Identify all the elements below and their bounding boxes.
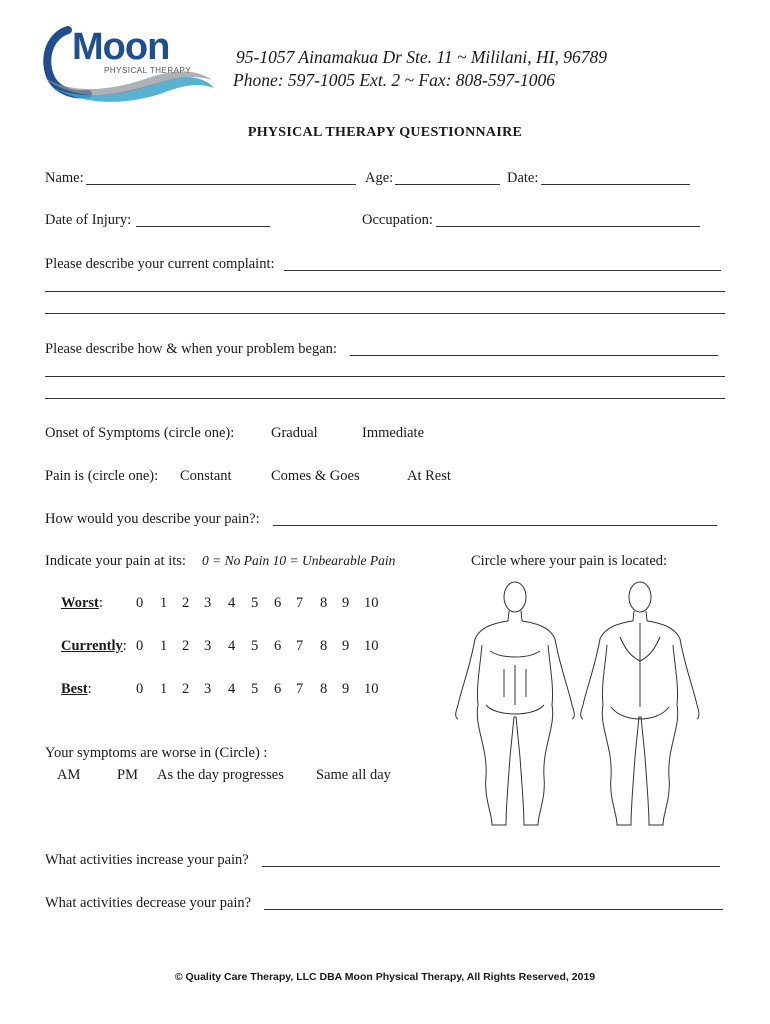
pain-scale-row-name: Best: [61, 681, 88, 697]
pain-scale-option[interactable]: 7: [296, 638, 304, 654]
pain-scale-option[interactable]: 0: [136, 638, 144, 654]
complaint-field-2[interactable]: [45, 291, 725, 292]
pain-scale-option[interactable]: 2: [182, 638, 190, 654]
date-label: Date:: [507, 170, 539, 186]
pain-scale-option[interactable]: 1: [160, 595, 168, 611]
pain-scale-option[interactable]: 6: [274, 681, 282, 697]
pain-scale-row-worst-label: [61, 594, 103, 612]
body-chart-label: Circle where your pain is located:: [471, 553, 668, 569]
pain-scale-legend: 0 = No Pain 10 = Unbearable Pain: [202, 553, 396, 568]
complaint-label: Please describe your current complaint:: [45, 256, 275, 272]
began-label: Please describe how & when your problem began:: [45, 341, 337, 357]
pain-scale-option[interactable]: 8: [320, 638, 328, 654]
pain-scale-option[interactable]: 7: [296, 595, 304, 611]
logo-subtitle: PHYSICAL THERAPY: [104, 66, 192, 75]
pain-scale-option[interactable]: 1: [160, 681, 168, 697]
pain-scale-row-colon: :: [87, 681, 92, 697]
pain-scale-option[interactable]: 5: [251, 595, 259, 611]
pain-scale-row-name: Worst: [61, 595, 99, 611]
pain-scale-option[interactable]: 5: [251, 638, 259, 654]
pain-scale-option[interactable]: 2: [182, 595, 190, 611]
pain-scale-option[interactable]: 5: [251, 681, 259, 697]
pain-is-option-at-rest[interactable]: At Rest: [407, 468, 451, 484]
logo-name: Moon: [72, 26, 170, 68]
date-of-injury-field[interactable]: [136, 226, 270, 227]
onset-label: Onset of Symptoms (circle one):: [45, 425, 235, 441]
began-field-2[interactable]: [45, 376, 725, 377]
pain-scale-option[interactable]: 6: [274, 638, 282, 654]
pain-scale-option[interactable]: 9: [342, 638, 350, 654]
pain-scale-option[interactable]: 9: [342, 681, 350, 697]
worse-option-am[interactable]: AM: [57, 767, 81, 783]
pain-scale-option[interactable]: 4: [228, 638, 236, 654]
pain-scale-option[interactable]: 0: [136, 681, 144, 697]
activities-increase-field[interactable]: [262, 866, 720, 867]
age-label: Age:: [365, 170, 394, 186]
activities-decrease-field[interactable]: [264, 909, 723, 910]
occupation-label: Occupation:: [362, 212, 433, 228]
worse-option-as-day-progresses[interactable]: As the day progresses: [157, 767, 284, 783]
pain-scale-option[interactable]: 4: [228, 681, 236, 697]
pain-scale-option[interactable]: 9: [342, 595, 350, 611]
pain-scale-row-colon: :: [98, 595, 103, 611]
pain-scale-option[interactable]: 7: [296, 681, 304, 697]
name-label: Name:: [45, 170, 84, 186]
activities-increase-label: What activities increase your pain?: [45, 852, 249, 868]
complaint-field-3[interactable]: [45, 313, 725, 314]
pain-is-option-comes-goes[interactable]: Comes & Goes: [271, 468, 360, 484]
body-front-figure[interactable]: [456, 582, 575, 825]
pain-scale-option[interactable]: 10: [364, 595, 379, 611]
complaint-field-1[interactable]: [284, 270, 721, 271]
age-field[interactable]: [395, 184, 500, 185]
pain-scale-option[interactable]: 1: [160, 638, 168, 654]
copyright-footer: © Quality Care Therapy, LLC DBA Moon Physical Therapy, All Rights Reserved, 2019: [174, 971, 596, 983]
worse-option-pm[interactable]: PM: [117, 767, 138, 783]
onset-option-immediate[interactable]: Immediate: [362, 425, 425, 441]
body-back-figure[interactable]: [581, 582, 699, 825]
describe-pain-field[interactable]: [273, 525, 717, 526]
occupation-field[interactable]: [436, 226, 700, 227]
pain-scale-row-currently-label: [61, 637, 127, 655]
body-chart[interactable]: [448, 577, 700, 832]
clinic-address: 95-1057 Ainamakua Dr Ste. 11 ~ Mililani, HI, 96789: [236, 47, 607, 67]
onset-option-gradual[interactable]: Gradual: [271, 425, 318, 441]
clinic-phone: Phone: 597-1005 Ext. 2 ~ Fax: 808-597-1006: [233, 70, 555, 90]
form-title: PHYSICAL THERAPY QUESTIONNAIRE: [247, 125, 523, 140]
pain-is-option-constant[interactable]: Constant: [180, 468, 232, 484]
date-of-injury-label: Date of Injury:: [45, 212, 132, 228]
pain-scale-option[interactable]: 10: [364, 681, 379, 697]
pain-scale-option[interactable]: 0: [136, 595, 144, 611]
pain-scale-option[interactable]: 8: [320, 681, 328, 697]
activities-decrease-label: What activities decrease your pain?: [45, 895, 252, 911]
pain-scale-option[interactable]: 3: [204, 595, 212, 611]
pain-scale-option[interactable]: 4: [228, 595, 236, 611]
name-field[interactable]: [86, 184, 356, 185]
logo: [38, 22, 218, 102]
describe-pain-label: How would you describe your pain?:: [45, 511, 260, 527]
pain-is-label: Pain is (circle one):: [45, 468, 159, 484]
pain-scale-option[interactable]: 3: [204, 681, 212, 697]
began-field-1[interactable]: [350, 355, 718, 356]
pain-scale-row-name: Currently: [61, 638, 123, 654]
pain-scale-option[interactable]: 6: [274, 595, 282, 611]
began-field-3[interactable]: [45, 398, 725, 399]
worse-label: Your symptoms are worse in (Circle) :: [45, 745, 268, 761]
pain-scale-option[interactable]: 10: [364, 638, 379, 654]
pain-scale-row-best-label: [61, 680, 92, 698]
worse-option-same-all-day[interactable]: Same all day: [316, 767, 391, 783]
pain-scale-option[interactable]: 2: [182, 681, 190, 697]
pain-scale-row-colon: :: [122, 638, 127, 654]
pain-scale-label: Indicate your pain at its:: [45, 553, 186, 569]
pain-scale-option[interactable]: 3: [204, 638, 212, 654]
pain-scale-option[interactable]: 8: [320, 595, 328, 611]
date-field[interactable]: [541, 184, 690, 185]
